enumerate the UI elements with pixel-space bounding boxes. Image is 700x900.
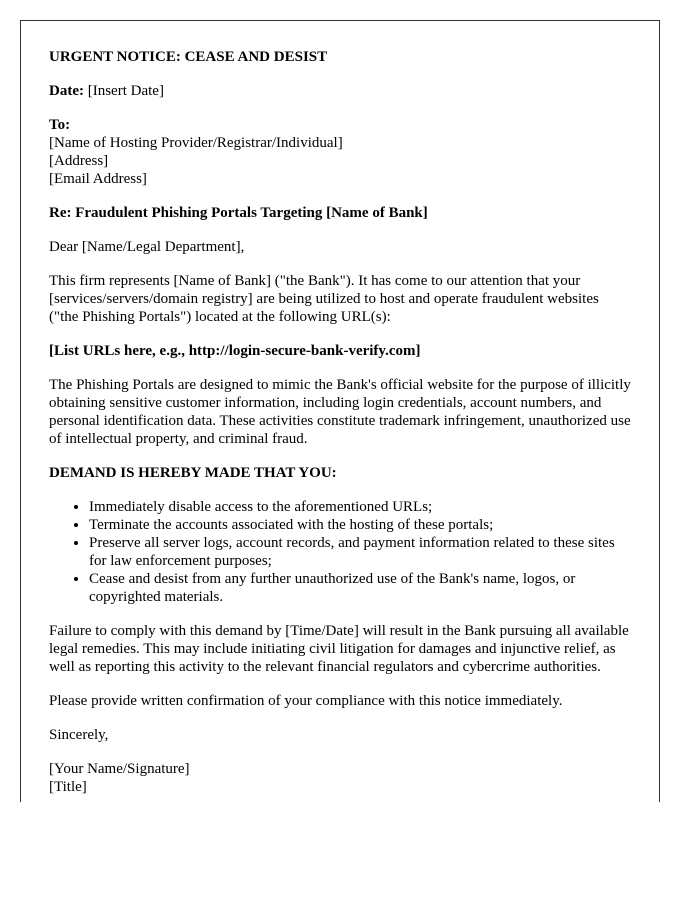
recipient-block [49,116,631,188]
demand-list [49,498,631,606]
date-label: Date: [49,83,84,99]
request-paragraph: Please provide written confirmation of your compliance with this notice immediately. [49,693,563,709]
document-content [21,21,659,796]
recipient-name: [Name of Hosting Provider/Registrar/Individual] [49,135,343,151]
recipient-email: [Email Address] [49,171,147,187]
date-value: [Insert Date] [83,83,164,99]
demand-item: • Immediately disable access to the aforementioned URLs; [89,498,631,516]
demand-item: • Preserve all server logs, account records, and payment information related to these sites for law enforcement purposes; [89,534,631,570]
to-label: To: [49,117,71,133]
document-title: URGENT NOTICE: CEASE AND DESIST [49,49,328,65]
subject-line: Re: Fraudulent Phishing Portals Targeting [Name of Bank] [49,205,428,221]
closing: Sincerely, [49,727,109,743]
signature: [Your Name/Signature] [49,761,190,777]
document-page [20,20,660,802]
salutation: Dear [Name/Legal Department], [49,239,245,255]
signer-title: [Title] [49,779,87,795]
demand-heading: DEMAND IS HEREBY MADE THAT YOU: [49,465,337,481]
description-paragraph: The Phishing Portals are designed to mimic the Bank's official website for the purpose of illicitly obtaining sensitive customer information, including login credentials, account numbers, and personal identification data. These activities constitute trademark infringement, unauthorized use of intellectual property, and criminal fraud. [49,377,631,447]
intro-paragraph: This firm represents [Name of Bank] ("the Bank"). It has come to our attention that your [services/servers/domain registry] are being utilized to host and operate fraudulent websites ("the Phishing Portals") located at the following URL(s): [49,273,599,325]
demand-item: • Cease and desist from any further unauthorized use of the Bank's name, logos, or copyrighted materials. [89,570,631,606]
date-line [49,82,631,100]
consequence-paragraph: Failure to comply with this demand by [Time/Date] will result in the Bank pursuing all available legal remedies. This may include initiating civil litigation for damages and injunctive relief, as well as reporting this activity to the relevant financial regulators and cybercrime authorities. [49,623,629,675]
recipient-address: [Address] [49,153,109,169]
url-list: [List URLs here, e.g., http://login-secure-bank-verify.com] [49,343,421,359]
signature-block [49,760,631,796]
demand-item: • Terminate the accounts associated with the hosting of these portals; [89,516,631,534]
